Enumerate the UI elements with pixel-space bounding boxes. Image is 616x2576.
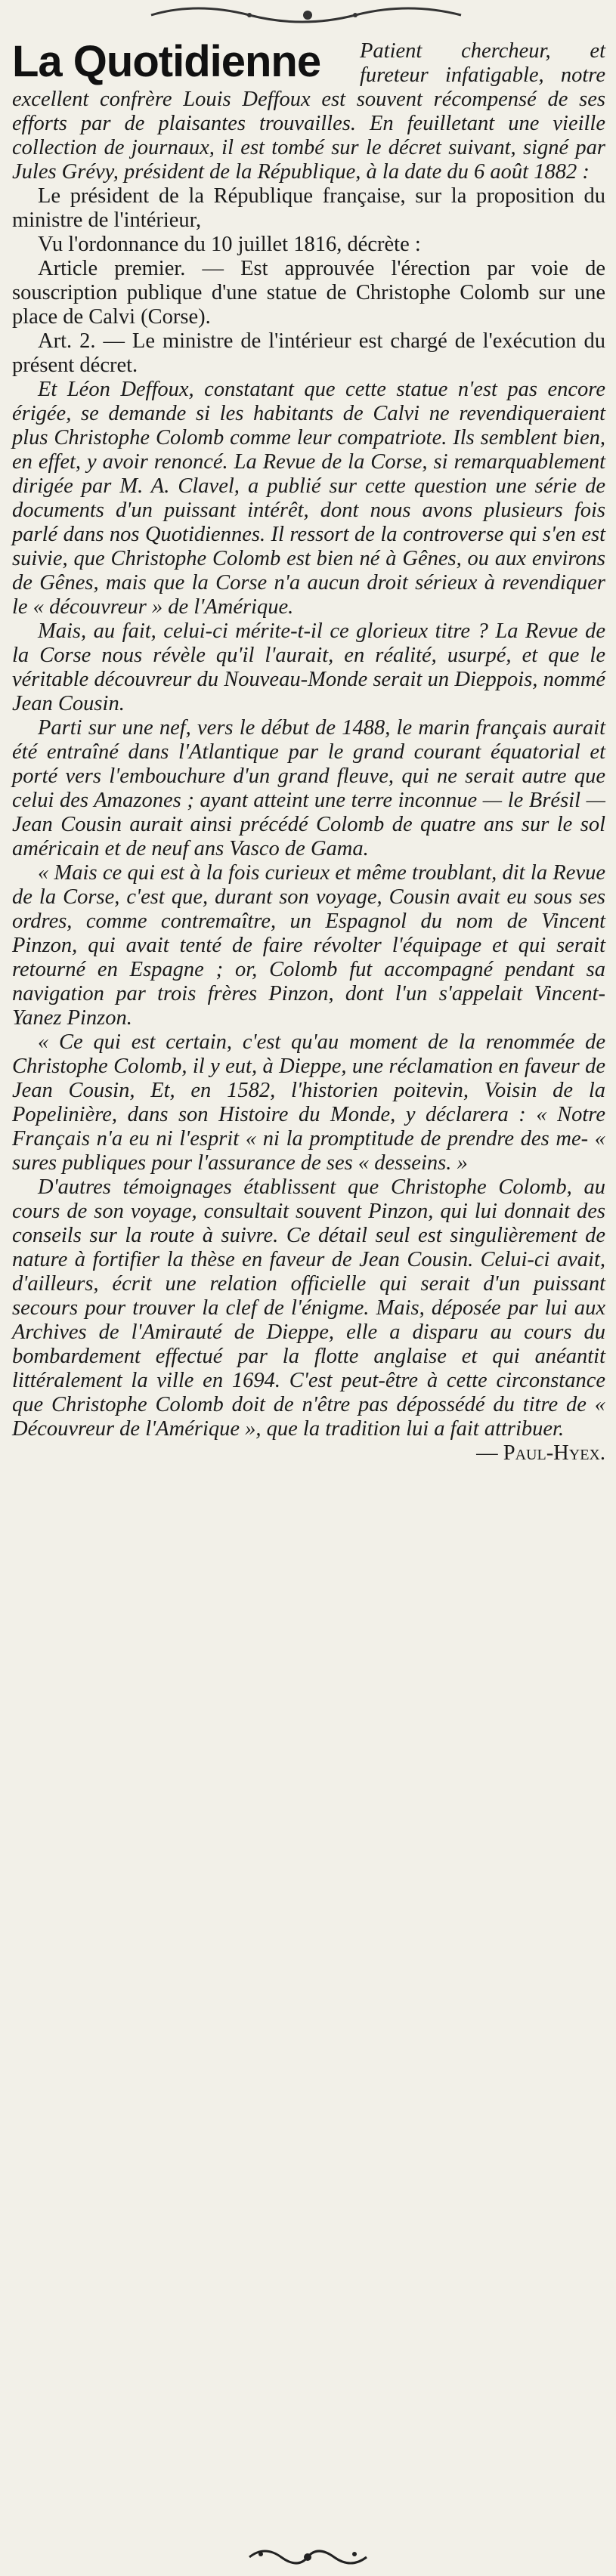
paragraph-pinzon: « Mais ce qui est à la fois curieux et même troublant, dit la Revue de la Corse, c'est que, durant son voyage, Cousin avait eu sous ses ordres, comme contremaître, un Espagnol du nom de Vincent Pinzon, qui avait tenté de faire révolter l'équipage et qui serait retourné en Espagne ; or, Colomb fut accompagné pendant sa navigation par trois frères Pinzon, dont l'un s'appelait Vincent-Yanez Pinzon. (12, 861, 605, 1030)
paragraph-dieppe-claim: « Ce qui est certain, c'est qu'au moment de la renommée de Christophe Colomb, il y eut, à Dieppe, une réclamation en faveur de Jean Cousin, Et, en 1582, l'historien poitevin, Voisin de la Popelinière, dans son Histoire du Monde, y déclarera : « Notre Français n'a eu ni l'esprit « ni la promptitude de prendre des me- « sures publiques pour l'assurance de ses « desseins. » (12, 1030, 605, 1175)
paragraph-decree-article-2: Art. 2. — Le ministre de l'intérieur est chargé de l'exécution du présent décret. (12, 329, 605, 377)
article-body (12, 39, 605, 1466)
paragraph-deffoux: Et Léon Deffoux, constatant que cette statue n'est pas encore érigée, se demande si les habitants de Calvi ne revendiqueraient plus Christophe Colomb comme leur compatriote. Ils semblent bien, en effet, y avoir renoncé. La Revue de la Corse, si remarquablement dirigée par M. A. Clavel, a publié sur cette question une série de documents d'un puissant intérêt, dont nous avons plusieurs fois parlé dans nos Quotidiennes. Il ressort de la controverse qui s'en est suivie, que Christophe Colomb est bien né à Gênes, ou aux environs de Gênes, mais que la Corse n'a aucun droit sérieux à revendiquer le « découvreur » de l'Amérique. (12, 378, 605, 619)
paragraph-glorious-title: Mais, au fait, celui-ci mérite-t-il ce glorieux titre ? La Revue de la Corse nous révèle qu'il l'aurait, en réalité, usurpé, et que le véritable découvreur du Nouveau-Monde serait un Dieppois, nommé Jean Cousin. (12, 619, 605, 715)
heading-spacer (12, 37, 354, 86)
paragraph-voyage-1488: Parti sur une nef, vers le début de 1488, le marin français aurait été entraîné dans l'Atlantique par le grand courant équatorial et porté vers l'embouchure d'un grand fleuve, qui ne serait autre que celui des Amazones ; ayant atteint une terre inconnue — le Brésil — Jean Cousin aurait ainsi précédé Colomb de quatre ans sur le sol américain et de neuf ans Vasco de Gama. (12, 716, 605, 860)
bottom-ornament (0, 2542, 616, 2572)
paragraph-decree-article-1: Article premier. — Est approuvée l'érection par voie de souscription publique d'une statue de Christophe Colomb sur une place de Calvi (Corse). (12, 257, 605, 329)
paragraph-decree-ordonnance: Vu l'ordonnance du 10 juillet 1816, décrète : (38, 233, 421, 256)
top-ornament (0, 0, 616, 30)
paragraph-intro: Patient chercheur, et fureteur infatigable, notre excellent confrère Louis Deffoux est souvent récompensé de ses efforts par de plaisantes trouvailles. En feuilletant une vieille collection de journaux, il est tombé sur le décret suivant, signé par Jules Grévy, président de la République, à la date du 6 août 1882 : (12, 39, 605, 184)
signature: — Paul-Hyex. (476, 1441, 605, 1465)
paragraph-decree-preamble: Le président de la République française, sur la proposition du ministre de l'intérieur, (12, 184, 605, 232)
top-ornament-scroll (151, 8, 461, 22)
bottom-ornament-scroll (249, 2551, 367, 2563)
column-heading: La Quotidienne (12, 37, 321, 86)
paragraph-testimonies: D'autres témoignages établissent que Christophe Colomb, au cours de son voyage, consultait souvent Pinzon, qui lui donnait des conseils sur la route à suivre. Ce détail seul est singulièrement de nature à fortifier la thèse en faveur de Jean Cousin. Celui-ci avait, d'ailleurs, écrit une relation officielle qui serait d'un puissant secours pour trouver la clef de l'énigme. Mais, déposée par lui aux Archives de l'Amirauté de Dieppe, elle a disparu au cours du bombardement effectué par la flotte anglaise et qui anéantit littéralement la ville en 1694. C'est peut-être à cette circonstance que Christophe Colomb doit de n'être pas dépossédé du titre de « Découvreur de l'Amérique », que la tradition lui a fait attribuer. (12, 1175, 605, 1441)
